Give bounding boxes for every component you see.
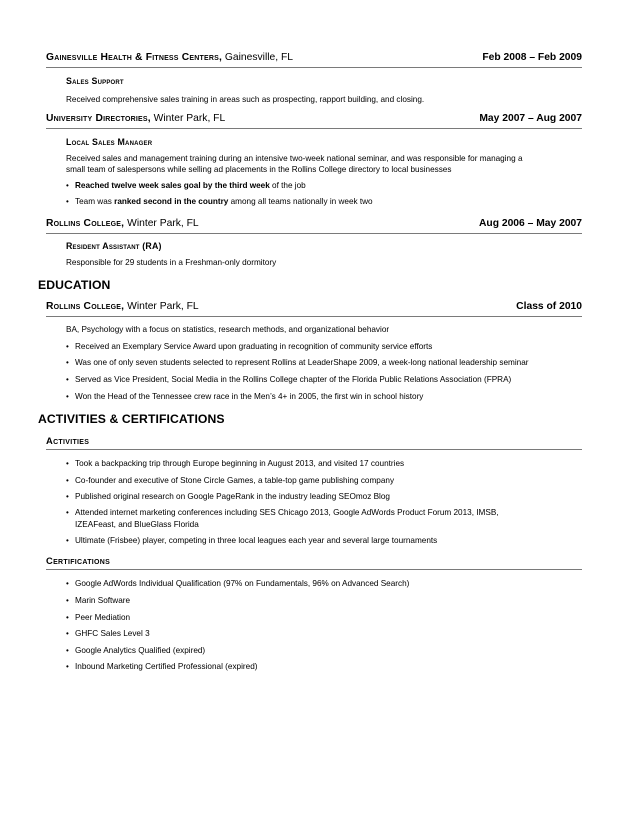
job-dates: Aug 2006 – May 2007 bbox=[478, 218, 582, 229]
school-name: Rollins College, bbox=[46, 301, 125, 312]
list-item bbox=[66, 180, 592, 191]
list-item-text: Served as Vice President, Social Media in the Rollins College chapter of the Florida Public Relations Association (FPRA) bbox=[75, 375, 512, 384]
plain-text: among all teams nationally in week two bbox=[228, 197, 373, 206]
list-item bbox=[66, 612, 592, 623]
list-item-text: Took a backpacking trip through Europe beginning in August 2013, and visited 17 countries bbox=[75, 459, 405, 468]
job-role: Resident Assistant (RA) bbox=[66, 241, 162, 251]
list-item-text: Google Analytics Qualified (expired) bbox=[75, 646, 206, 655]
job-org: Gainesville Health & Fitness Centers, bbox=[46, 52, 223, 63]
job-location: Winter Park, FL bbox=[124, 218, 199, 229]
graduation-date: Class of 2010 bbox=[516, 301, 582, 312]
job-description: Responsible for 29 students in a Freshman-only dormitory bbox=[66, 258, 277, 267]
job-org: Rollins College, bbox=[46, 218, 125, 229]
list-item bbox=[66, 357, 592, 368]
job-location: Winter Park, FL bbox=[150, 113, 226, 124]
list-item-continuation: IZEAFeast, and BlueGlass Florida bbox=[75, 520, 199, 529]
degree-description: BA, Psychology with a focus on statistics, research methods, and organizational behavior bbox=[66, 325, 390, 334]
list-item bbox=[66, 578, 592, 589]
list-item bbox=[66, 491, 592, 502]
job-description-line-1: Received sales and management training during an intensive two-week national seminar, and was responsible for managing a bbox=[66, 154, 523, 163]
list-item bbox=[66, 507, 592, 518]
list-item bbox=[66, 374, 592, 385]
bullet-icon: • bbox=[66, 342, 69, 351]
job-org-line bbox=[46, 52, 293, 64]
bullet-icon: • bbox=[66, 536, 69, 545]
list-item bbox=[66, 645, 592, 656]
bullet-icon: • bbox=[66, 375, 69, 384]
highlight-text: ranked second in the country bbox=[114, 197, 229, 206]
list-item-text: GHFC Sales Level 3 bbox=[75, 629, 150, 638]
job-description: Received comprehensive sales training in areas such as prospecting, rapport building, and closing. bbox=[66, 95, 425, 104]
education-header bbox=[46, 301, 582, 317]
job-org-line bbox=[46, 113, 225, 125]
job-description-line-2: small team of salespersons while selling ad placements in the Rollins College directory to local businesses bbox=[66, 165, 452, 174]
job-header-rollins bbox=[46, 218, 582, 234]
bullet-icon: • bbox=[66, 181, 69, 190]
job-location: Gainesville, FL bbox=[222, 52, 293, 63]
bullet-icon: • bbox=[66, 358, 69, 367]
bullet-icon: • bbox=[66, 459, 69, 468]
list-item bbox=[66, 196, 592, 207]
job-role: Local Sales Manager bbox=[66, 137, 153, 147]
list-item bbox=[66, 628, 592, 639]
bullet-icon: • bbox=[66, 392, 69, 401]
bullet-icon: • bbox=[66, 646, 69, 655]
list-item-text: Inbound Marketing Certified Professional (expired) bbox=[75, 662, 258, 671]
section-title-activities: ACTIVITIES & CERTIFICATIONS bbox=[38, 412, 225, 426]
list-item bbox=[66, 475, 592, 486]
list-item bbox=[66, 341, 592, 352]
list-item-text: Was one of only seven students selected to represent Rollins at LeaderShape 2009, a week-long national leadership seminar bbox=[75, 358, 529, 367]
bullet-icon: • bbox=[66, 508, 69, 517]
list-item bbox=[66, 391, 592, 402]
certifications-heading: Certifications bbox=[46, 555, 582, 570]
bullet-icon: • bbox=[66, 492, 69, 501]
job-org-line bbox=[46, 218, 199, 230]
job-org: University Directories, bbox=[46, 113, 151, 124]
list-item-text bbox=[75, 180, 592, 191]
job-dates: Feb 2008 – Feb 2009 bbox=[482, 52, 582, 63]
job-header-ghfc bbox=[46, 52, 582, 68]
school-location: Winter Park, FL bbox=[124, 301, 199, 312]
bullet-icon: • bbox=[66, 629, 69, 638]
bullet-icon: • bbox=[66, 197, 69, 206]
list-item-text: Received an Exemplary Service Award upon graduating in recognition of community service efforts bbox=[75, 342, 433, 351]
bullet-icon: • bbox=[66, 579, 69, 588]
plain-text: of the job bbox=[269, 181, 306, 190]
list-item-text: Co-founder and executive of Stone Circle Games, a table-top game publishing company bbox=[75, 476, 395, 485]
section-title-education: EDUCATION bbox=[38, 278, 111, 292]
list-item-text bbox=[75, 196, 592, 207]
activities-heading: Activities bbox=[46, 435, 582, 450]
list-item bbox=[66, 458, 592, 469]
list-item-text: Won the Head of the Tennessee crew race in the Men’s 4+ in 2005, the first win in school history bbox=[75, 392, 424, 401]
bullet-icon: • bbox=[66, 613, 69, 622]
list-item bbox=[66, 595, 592, 606]
highlight-text: Reached twelve week sales goal by the third week bbox=[75, 181, 270, 190]
job-header-university-directories bbox=[46, 113, 582, 129]
list-item-text: Google AdWords Individual Qualification (97% on Fundamentals, 96% on Advanced Search) bbox=[75, 579, 410, 588]
job-dates: May 2007 – Aug 2007 bbox=[479, 113, 582, 124]
list-item-text: Ultimate (Frisbee) player, competing in three local leagues each year and several large tournaments bbox=[75, 536, 438, 545]
job-role: Sales Support bbox=[66, 76, 124, 86]
list-item-text: Peer Mediation bbox=[75, 613, 131, 622]
bullet-icon: • bbox=[66, 662, 69, 671]
school-line bbox=[46, 301, 199, 313]
list-item-text: Attended internet marketing conferences including SES Chicago 2013, Google AdWords Product Forum 2013, IMSB, bbox=[75, 508, 499, 517]
list-item-text: Marin Software bbox=[75, 596, 131, 605]
list-item bbox=[66, 535, 592, 546]
bullet-icon: • bbox=[66, 596, 69, 605]
list-item-text: Published original research on Google PageRank in the industry leading SEOmoz Blog bbox=[75, 492, 390, 501]
bullet-icon: • bbox=[66, 476, 69, 485]
plain-text: Team was bbox=[75, 197, 115, 206]
list-item bbox=[66, 661, 592, 672]
